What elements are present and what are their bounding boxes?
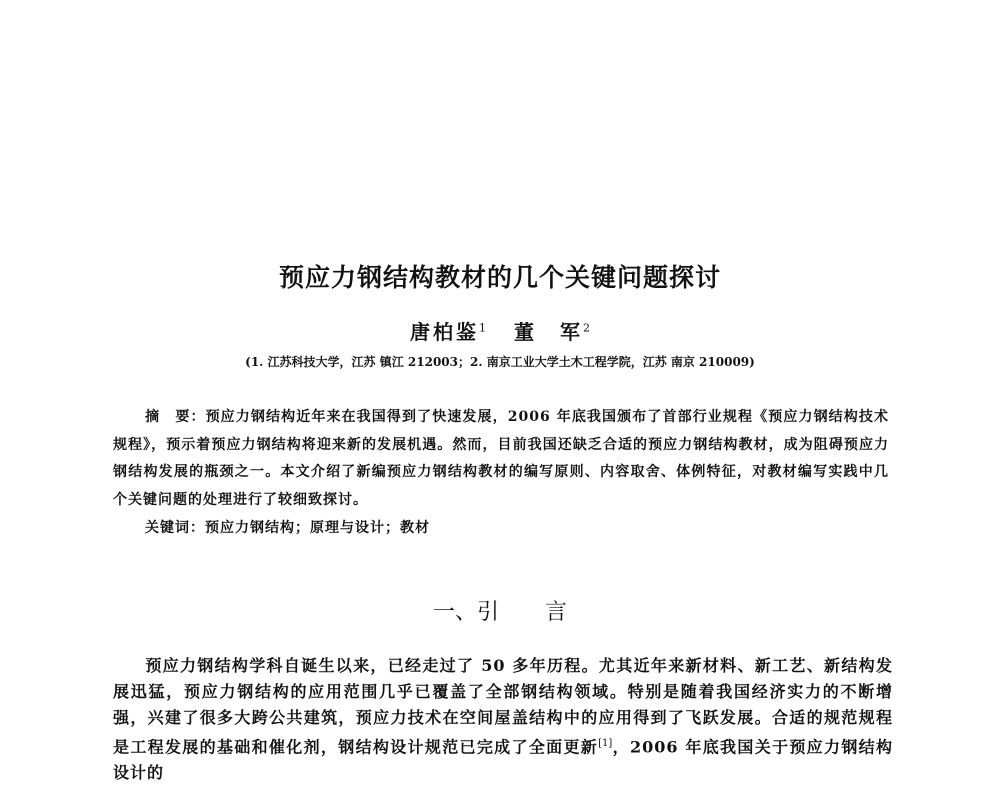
abstract [113, 404, 889, 514]
author-name: 唐柏鉴 [410, 320, 479, 344]
body-paragraph [113, 653, 893, 786]
body-text: 预应力钢结构学科自诞生以来，已经走过了 50 多年历程。尤其近年来新材料、新工艺、新结构发展迅猛，预应力钢结构的应用范围几乎已覆盖了全部钢结构领域。特别是随着我国经济实力的不断增强，兴建了很多大跨公共建筑，预应力技术在空间屋盖结构中的应用得到了飞跃发展。合适的规范规程是工程发展的基础和催化剂，钢结构设计规范已完成了全面更新 [113, 656, 893, 757]
keywords-text: 预应力钢结构；原理与设计；教材 [205, 520, 430, 536]
section-number: 一、引 [432, 600, 499, 625]
citation-ref: [1] [598, 738, 613, 749]
section-heading [0, 595, 1000, 626]
abstract-label: 摘 要： [145, 409, 206, 425]
section-title: 言 [545, 600, 568, 625]
keywords-label: 关键词： [145, 520, 205, 536]
author-list [0, 316, 1000, 345]
author-affiliation-mark: 1 [479, 321, 486, 335]
author-affiliation-mark: 2 [583, 321, 590, 335]
affiliations: (1. 江苏科技大学，江苏 镇江 212003；2. 南京工业大学土木工程学院，江苏 南京 210009) [245, 355, 755, 369]
keywords [145, 517, 430, 537]
body-text-continued: ，2006 年底我国关于预应力钢结构设计的 [113, 737, 893, 783]
abstract-text: 预应力钢结构近年来在我国得到了快速发展，2006 年底我国颁布了首部行业规程《预应力钢结构技术规程》，预示着预应力钢结构将迎来新的发展机遇。然而，目前我国还缺乏合适的预应力钢结构教材，成为阻碍预应力钢结构发展的瓶颈之一。本文介绍了新编预应力钢结构教材的编写原则、内容取舍、体例特征，对教材编写实践中几个关键问题的处理进行了较细致探讨。 [113, 409, 890, 508]
author-name: 董 军 [514, 320, 583, 344]
paper-title: 预应力钢结构教材的几个关键问题探讨 [278, 263, 721, 292]
